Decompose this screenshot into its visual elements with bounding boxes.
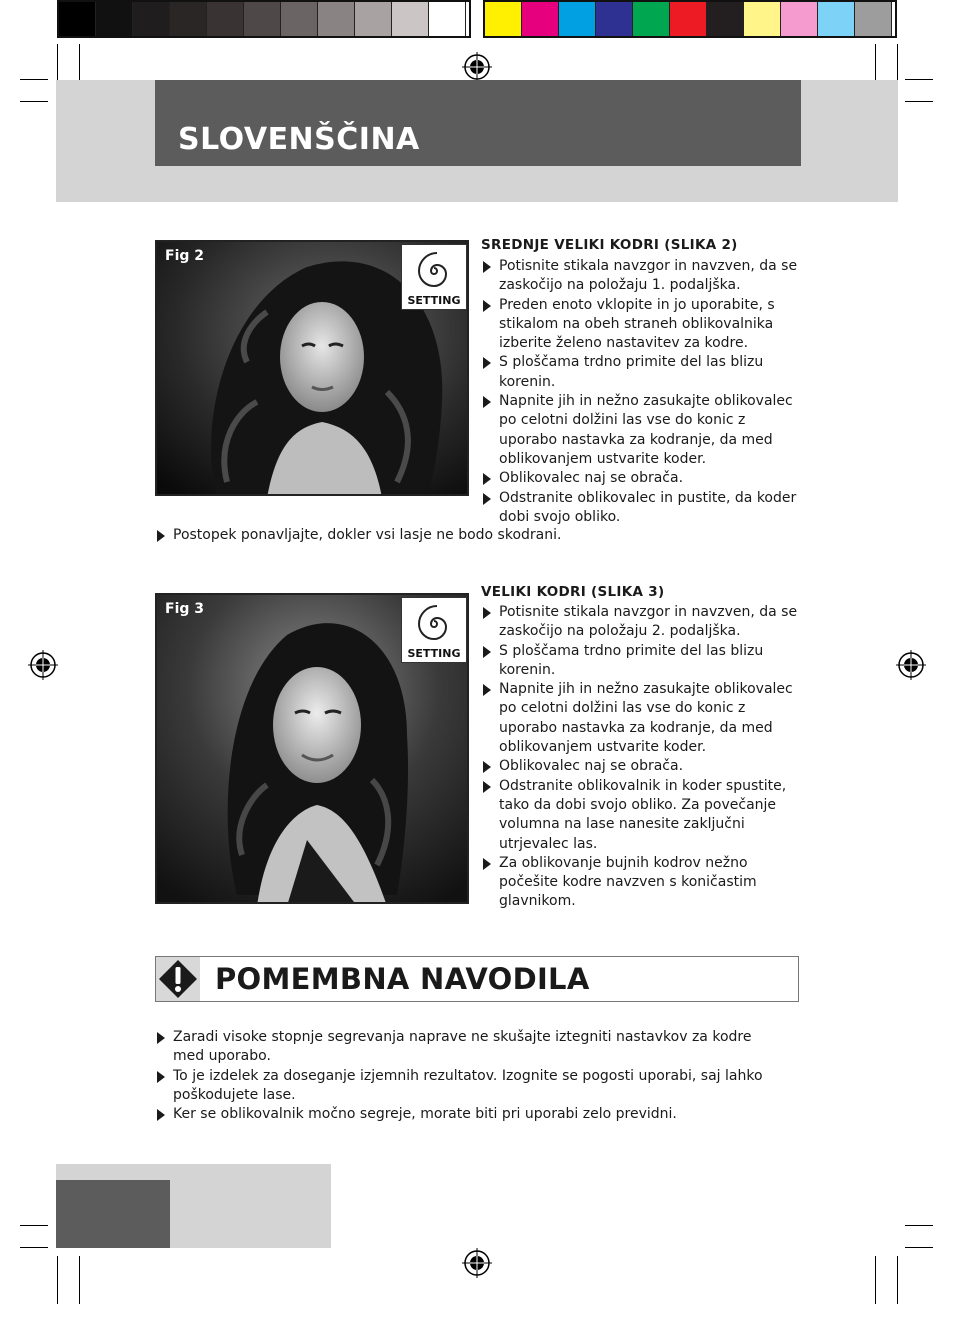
color-swatch [670, 2, 707, 36]
color-swatch [59, 2, 96, 36]
list-item: Odstranite oblikovalec in pustite, da koder dobi svojo obliko. [481, 489, 806, 528]
color-swatch [392, 2, 429, 36]
color-swatch [281, 2, 318, 36]
color-swatch [485, 2, 522, 36]
color-swatch [429, 2, 466, 36]
crop-mark [875, 44, 876, 82]
color-swatch [818, 2, 855, 36]
list-item: Postopek ponavljajte, dokler vsi lasje ne bodo skodrani. [155, 526, 805, 545]
list-item: Ker se oblikovalnik močno segreje, morate biti pri uporabi zelo previdni. [155, 1105, 785, 1124]
color-swatch [96, 2, 133, 36]
crop-mark [20, 79, 48, 80]
crop-mark [905, 79, 933, 80]
list-item: Potisnite stikala navzgor in navzven, da se zaskočijo na položaju 2. podaljška. [481, 603, 806, 642]
registration-mark-icon [462, 52, 492, 82]
registration-mark-icon [462, 1248, 492, 1278]
fig3-photo [155, 593, 469, 904]
crop-mark [20, 101, 48, 102]
color-swatch [781, 2, 818, 36]
fig3-label: Fig 3 [165, 601, 204, 617]
crop-mark [875, 1256, 876, 1304]
setting-label: SETTING [407, 294, 461, 307]
color-swatch [355, 2, 392, 36]
crop-mark [897, 1256, 898, 1304]
fig3-bullet-list [481, 603, 806, 912]
color-swatch [707, 2, 744, 36]
spiral-curl-icon [402, 245, 466, 295]
color-swatch [207, 2, 244, 36]
fig2-section-title: SREDNJE VELIKI KODRI (SLIKA 2) [481, 237, 738, 253]
color-swatch [522, 2, 559, 36]
list-item: Zaradi visoke stopnje segrevanja naprave ne skušajte iztegniti nastavkov za kodre med uporabo. [155, 1028, 785, 1067]
crop-mark [79, 44, 80, 82]
fig2-setting-badge [401, 244, 467, 310]
color-swatch [744, 2, 781, 36]
list-item: S ploščama trdno primite del las blizu korenin. [481, 642, 806, 681]
spiral-curl-icon [402, 598, 466, 648]
crop-mark [79, 1256, 80, 1304]
list-item: S ploščama trdno primite del las blizu korenin. [481, 353, 806, 392]
color-swatch [855, 2, 892, 36]
crop-mark [57, 1256, 58, 1304]
page-title: SLOVENŠČINA [178, 122, 420, 157]
crop-mark [57, 44, 58, 82]
list-item: To je izdelek za doseganje izjemnih rezultatov. Izognite se pogosti uporabi, saj lahko poškodujete lase. [155, 1067, 785, 1106]
crop-mark [905, 1225, 933, 1226]
fig2-extra-list [155, 526, 805, 545]
crop-mark [905, 101, 933, 102]
crop-mark [20, 1247, 48, 1248]
color-swatch [170, 2, 207, 36]
registration-mark-icon [28, 650, 58, 680]
important-title: POMEMBNA NAVODILA [215, 962, 590, 996]
list-item: Za oblikovanje bujnih kodrov nežno počešite kodre navzven s koničastim glavnikom. [481, 854, 806, 912]
list-item: Potisnite stikala navzgor in navzven, da se zaskočijo na položaju 1. podaljška. [481, 257, 806, 296]
fig3-section-title: VELIKI KODRI (SLIKA 3) [481, 584, 665, 600]
process-color-bar [483, 0, 897, 38]
crop-mark [905, 1247, 933, 1248]
list-item: Preden enoto vklopite in jo uporabite, s stikalom na obeh straneh oblikovalnika izberite želeno nastavitev za kodre. [481, 296, 806, 354]
important-bullet-list [155, 1028, 785, 1124]
crop-mark [897, 44, 898, 82]
grayscale-color-bar [57, 0, 471, 38]
fig2-photo [155, 240, 469, 496]
fig2-label: Fig 2 [165, 248, 204, 264]
list-item: Oblikovalec naj se obrača. [481, 757, 806, 776]
color-swatch [244, 2, 281, 36]
list-item: Napnite jih in nežno zasukajte oblikovalec po celotni dolžini las vse do konic z uporabo nastavka za kodranje, da med oblikovanjem ustvarite koder. [481, 680, 806, 757]
setting-label: SETTING [407, 647, 461, 660]
color-swatch [633, 2, 670, 36]
crop-mark [20, 1225, 48, 1226]
fig2-bullet-list [481, 257, 806, 527]
color-swatch [559, 2, 596, 36]
list-item: Napnite jih in nežno zasukajte oblikovalec po celotni dolžini las vse do konic z uporabo nastavka za kodranje, da med oblikovanjem ustvarite koder. [481, 392, 806, 469]
color-swatch [596, 2, 633, 36]
warning-icon [156, 957, 200, 1001]
color-swatch [133, 2, 170, 36]
color-swatch [318, 2, 355, 36]
list-item: Odstranite oblikovalnik in koder spustite, tako da dobi svojo obliko. Za povečanje volumna na lase nanesite zaključni utrjevalec las. [481, 777, 806, 854]
footer-page-block [56, 1180, 170, 1248]
registration-mark-icon [896, 650, 926, 680]
fig3-setting-badge [401, 597, 467, 663]
list-item: Oblikovalec naj se obrača. [481, 469, 806, 488]
